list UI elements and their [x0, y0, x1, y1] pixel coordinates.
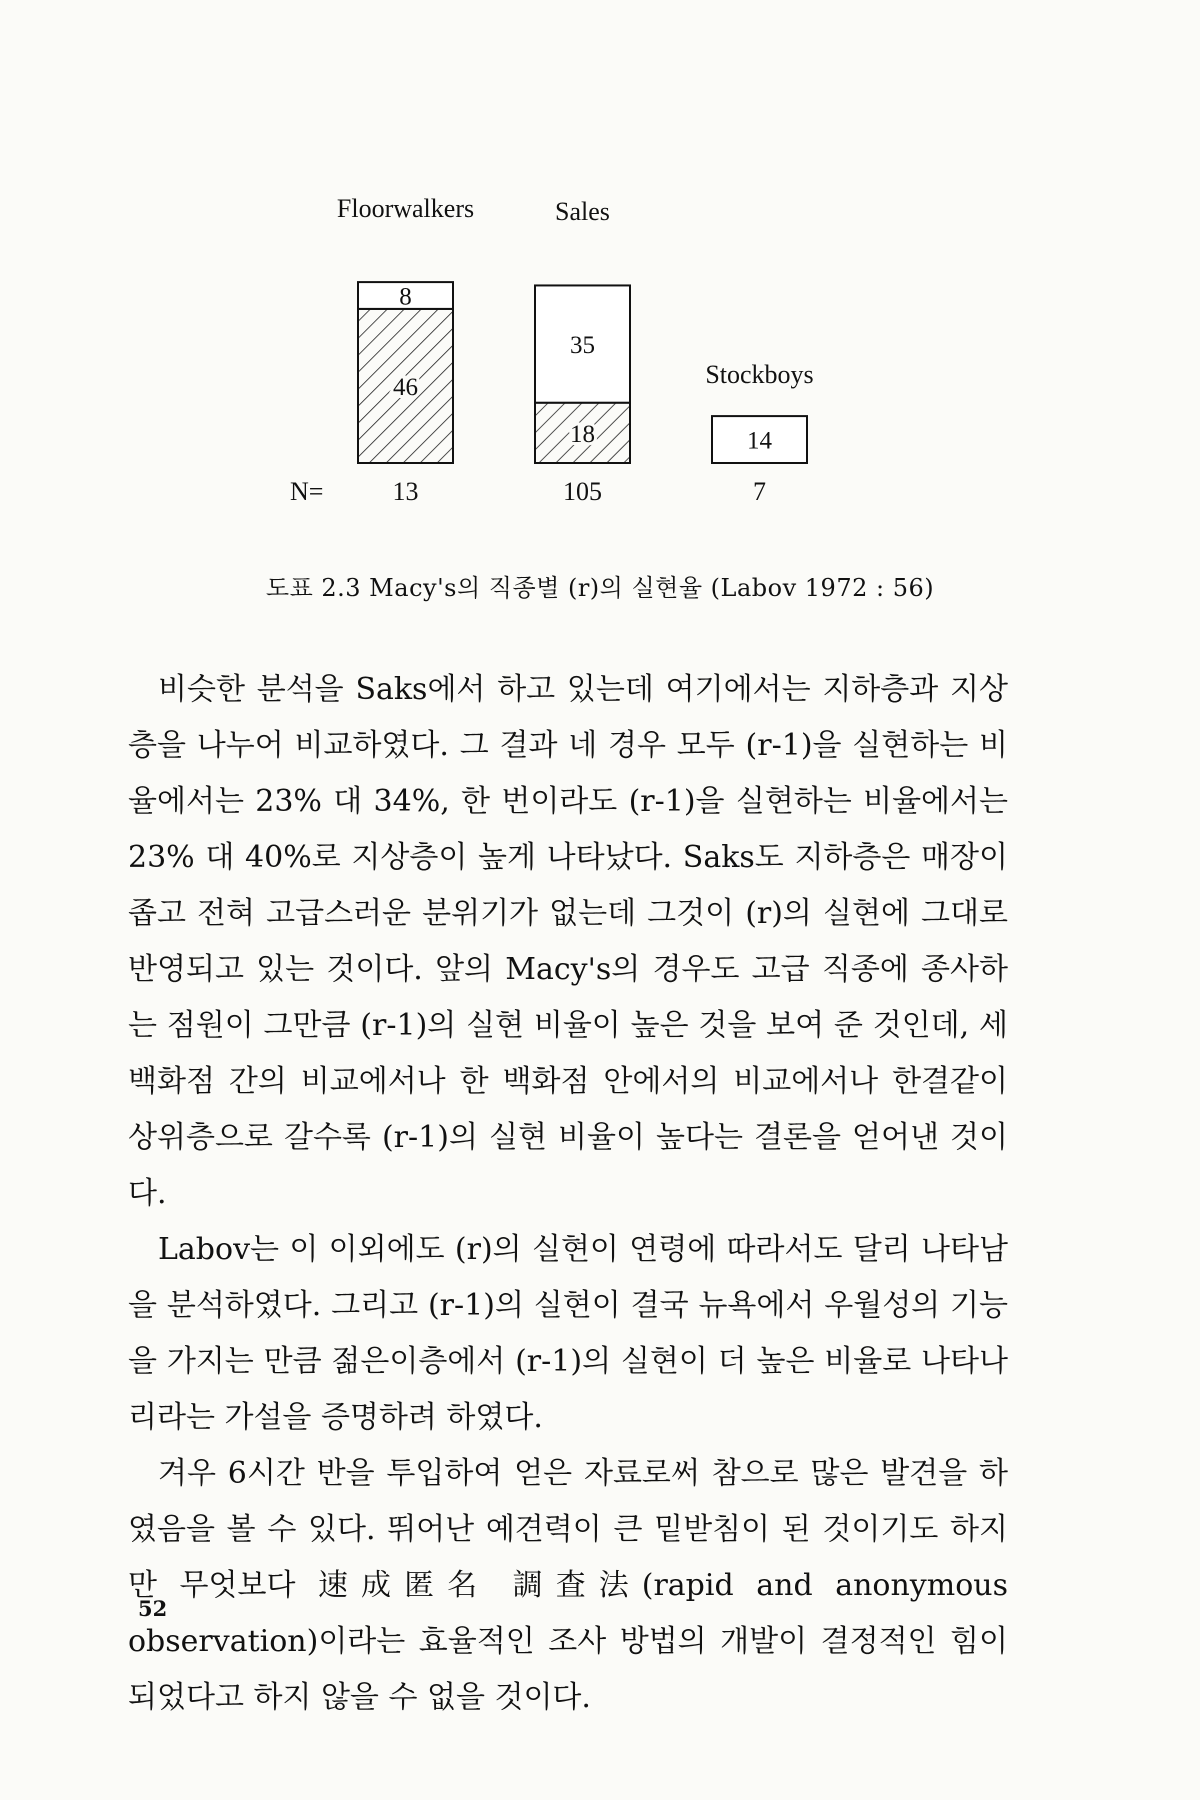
bar-floorwalkers-white-label: 8: [399, 283, 412, 311]
paragraph-2: Labov는 이 이외에도 (r)의 실현이 연령에 따라서도 달리 나타남을 분석하였다. 그리고 (r-1)의 실현이 결국 뉴욕에서 우월성의 기능을 가지는 만큼 젊은이층에서 (r-1)의 실현이 더 높은 비율로 나타나리라는 가설을 증명하려 하였다.: [128, 1232, 1008, 1435]
category-label-floorwalkers: Floorwalkers: [336, 194, 475, 223]
category-label-stockboys: Stockboys: [705, 360, 814, 389]
bar-sales-white-label: 35: [570, 332, 595, 360]
n-value-stockboys: 7: [753, 477, 766, 506]
category-label-sales: Sales: [555, 197, 610, 226]
bar-floorwalkers-hatched-label: 46: [393, 373, 418, 401]
bar-sales-hatched-label: 18: [570, 420, 595, 448]
paragraph-3: 겨우 6시간 반을 투입하여 얻은 자료로써 참으로 많은 발견을 하였음을 볼 수 있다. 뛰어난 예견력이 큰 밑받침이 된 것이기도 하지만 무엇보다 速成匿名 調査法(rapid and anonymous observation)이라는 효율적인 조사 방법의 개발이 결정적인 힘이 되었다고 하지 않을 수 없을 것이다.: [128, 1456, 1008, 1715]
page-number: 52: [138, 1596, 168, 1621]
paragraph-1: 비슷한 분석을 Saks에서 하고 있는데 여기에서는 지하층과 지상층을 나누어 비교하였다. 그 결과 네 경우 모두 (r-1)을 실현하는 비율에서는 23% 대 34%, 한 번이라도 (r-1)을 실현하는 비율에서는 23% 대 40%로 지상층이 높게 나타났다. Saks도 지하층은 매장이 좁고 전혀 고급스러운 분위기가 없는데 그것이 (r)의 실현에 그대로 반영되고 있는 것이다. 앞의 Macy's의 경우도 고급 직종에 종사하는 점원이 그만큼 (r-1)의 실현 비율이 높은 것을 보여 준 것인데, 세 백화점 간의 비교에서나 한 백화점 안에서의 비교에서나 한결같이 상위층으로 갈수록 (r-1)의 실현 비율이 높다는 결론을 얻어낸 것이다.: [128, 672, 1008, 1211]
body-text: [128, 662, 1008, 1726]
occupation-bar-chart: [0, 0, 1200, 560]
n-value-sales: 105: [563, 477, 602, 506]
n-label: N=: [290, 477, 324, 506]
bar-stockboys-white-label: 14: [747, 427, 772, 455]
figure-caption: 도표 2.3 Macy's의 직종별 (r)의 실현율 (Labov 1972 : 56): [265, 574, 935, 602]
n-value-floorwalkers: 13: [392, 477, 419, 506]
